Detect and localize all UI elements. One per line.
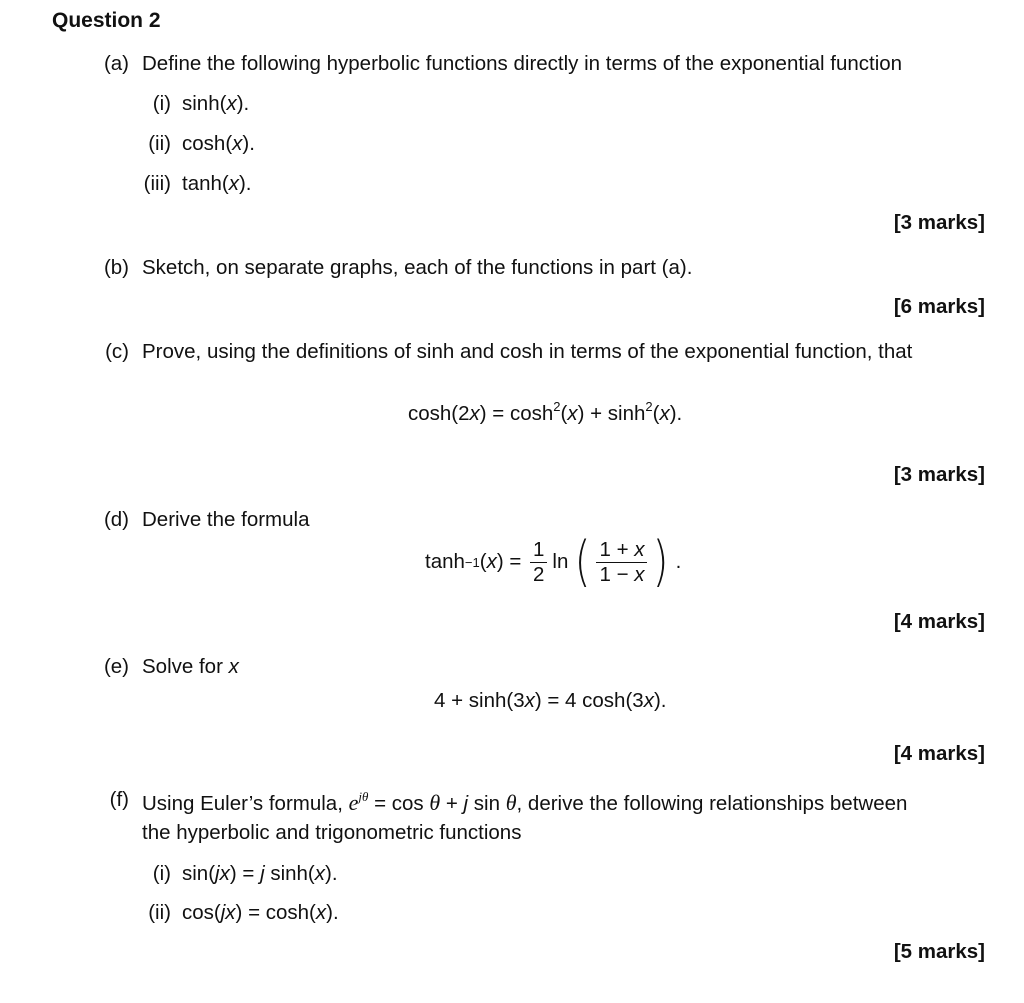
part-e-text: Solve for x: [142, 655, 239, 678]
part-f-text-line2: the hyperbolic and trigonometric functions: [142, 821, 522, 844]
part-c-marks: [3 marks]: [893, 463, 985, 486]
log-argument-fraction: $\frac{1 + x}{1 - x}$: [596, 538, 647, 587]
part-e-label: (e): [103, 655, 129, 678]
part-c-label: (c): [105, 340, 129, 363]
part-a-i-label: (i): [152, 92, 171, 115]
part-a-iii-text: tanh(x).: [182, 172, 252, 195]
part-d-equation: tanh −1 ( x ) = $\frac{1}{2}$ ln ( $\frac{1 + x}{1 - x}$ ) .: [425, 530, 682, 593]
part-f-i-label: (i): [152, 862, 171, 885]
part-c-equation: $\cosh(2x) = \cosh^2(x) + \sinh^2(x)$.: [408, 399, 683, 425]
part-d-marks: [4 marks]: [893, 610, 985, 633]
part-f-ii-label: (ii): [148, 901, 171, 924]
part-a-i-text: sinh(x).: [182, 92, 250, 115]
part-d-label: (d): [103, 508, 129, 531]
part-d-text: Derive the formula: [142, 508, 310, 531]
part-a-iii-label: (iii): [143, 172, 171, 195]
part-a-label: (a): [103, 52, 129, 75]
part-a-marks: [3 marks]: [893, 211, 985, 234]
part-f-i-text: sin(jx) = j sinh(x).: [182, 862, 338, 885]
half-fraction: $\frac{1}{2}$: [530, 538, 547, 587]
part-b-text: Sketch, on separate graphs, each of the functions in part (a).: [142, 256, 693, 279]
part-f-ii-text: cos(jx) = cosh(x).: [182, 901, 339, 924]
part-e-equation: 4 + sinh(3x) = 4 cosh(3x).: [434, 689, 667, 712]
part-f-marks: [5 marks]: [893, 940, 985, 963]
question-title: Question 2: [52, 9, 161, 32]
part-a-text: Define the following hyperbolic functions directly in terms of the exponential function: [142, 52, 903, 75]
part-a-ii-label: (ii): [148, 132, 171, 155]
part-b-label: (b): [103, 256, 129, 279]
part-f-label: (f): [109, 788, 129, 811]
part-e-marks: [4 marks]: [893, 742, 985, 765]
part-f-text-line1: Using Euler’s formula, $e^{j\theta} = \cos \theta + j$ sin θ, derive the following relationships between: [142, 789, 908, 815]
part-c-text: Prove, using the definitions of sinh and cosh in terms of the exponential function, that: [142, 340, 913, 363]
part-b-marks: [6 marks]: [893, 295, 985, 318]
part-a-ii-text: cosh(x).: [182, 132, 255, 155]
